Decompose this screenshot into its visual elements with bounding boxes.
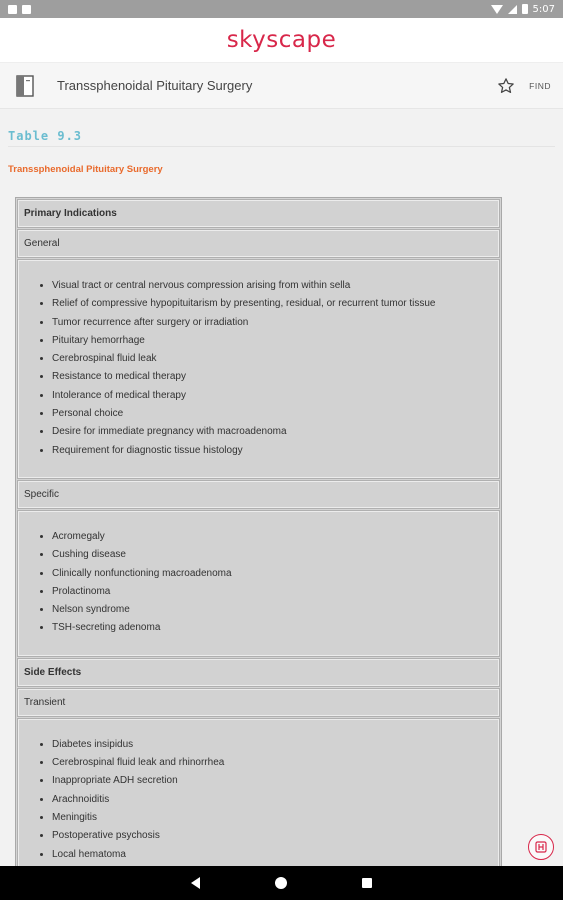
list-item: • Relief of compressive hypopituitarism by presenting, residual, or recurrent tumor tissue	[52, 295, 493, 313]
section-heading: Primary Indications	[17, 199, 500, 228]
list-item: • Diabetes insipidus	[52, 736, 493, 754]
list-item: • Postoperative psychosis	[52, 827, 493, 845]
title-bar	[0, 63, 563, 109]
list-item: • Acromegaly	[52, 528, 493, 546]
recents-icon[interactable]	[362, 878, 372, 888]
status-time: 5:07	[532, 3, 555, 15]
group-list	[17, 510, 500, 657]
group-heading: Transient	[17, 688, 500, 717]
list-item: • Cerebrospinal fluid leak and rhinorrhea	[52, 754, 493, 772]
list-item: • Cushing disease	[52, 546, 493, 564]
back-icon[interactable]	[191, 877, 200, 889]
help-button[interactable]	[528, 834, 554, 860]
list-item: • Inappropriate ADH secretion	[52, 772, 493, 790]
list-item: • Visual tract or central nervous compression arising from within sella	[52, 277, 493, 295]
divider	[8, 146, 555, 147]
list-item: • Local hematoma	[52, 846, 493, 864]
indications-table	[15, 197, 502, 866]
list-item: • Pituitary hemorrhage	[52, 332, 493, 350]
battery-icon	[522, 4, 528, 14]
brand-bar	[0, 18, 563, 63]
group-heading: General	[17, 229, 500, 258]
list-item: • Prolactinoma	[52, 583, 493, 601]
status-bar	[0, 0, 563, 18]
help-icon	[533, 839, 549, 855]
group-heading: Specific	[17, 480, 500, 509]
table-label: Table 9.3	[8, 129, 83, 143]
content-area	[0, 109, 563, 866]
section-heading: Side Effects	[17, 658, 500, 687]
list-item: • Resistance to medical therapy	[52, 368, 493, 386]
list-item: • Desire for immediate pregnancy with macroadenoma	[52, 423, 493, 441]
wifi-icon	[491, 5, 503, 14]
list-item: • Clinically nonfunctioning macroadenoma	[52, 565, 493, 583]
group-list	[17, 718, 500, 866]
find-button[interactable]: FIND	[529, 80, 551, 91]
list-item: • Tumor recurrence after surgery or irradiation	[52, 314, 493, 332]
list-item: • Meningitis	[52, 809, 493, 827]
star-icon[interactable]	[497, 77, 515, 95]
sd-card-icon	[22, 5, 31, 14]
list-item: • Cerebrospinal fluid leak	[52, 350, 493, 368]
notification-icon	[8, 5, 17, 14]
list-item: • Arachnoiditis	[52, 791, 493, 809]
list-item: • TSH-secreting adenoma	[52, 619, 493, 637]
home-icon[interactable]	[275, 877, 287, 889]
skyscape-logo: skyscape	[226, 27, 337, 53]
table-caption: Transsphenoidal Pituitary Surgery	[8, 164, 163, 175]
nav-bar	[0, 866, 563, 900]
book-icon[interactable]	[15, 75, 37, 97]
list-item: • Personal choice	[52, 405, 493, 423]
list-item: • Requirement for diagnostic tissue histology	[52, 442, 493, 460]
group-list	[17, 259, 500, 479]
page-title: Transsphenoidal Pituitary Surgery	[57, 78, 253, 93]
list-item: • Nelson syndrome	[52, 601, 493, 619]
list-item: • Intolerance of medical therapy	[52, 387, 493, 405]
signal-icon	[508, 5, 517, 14]
